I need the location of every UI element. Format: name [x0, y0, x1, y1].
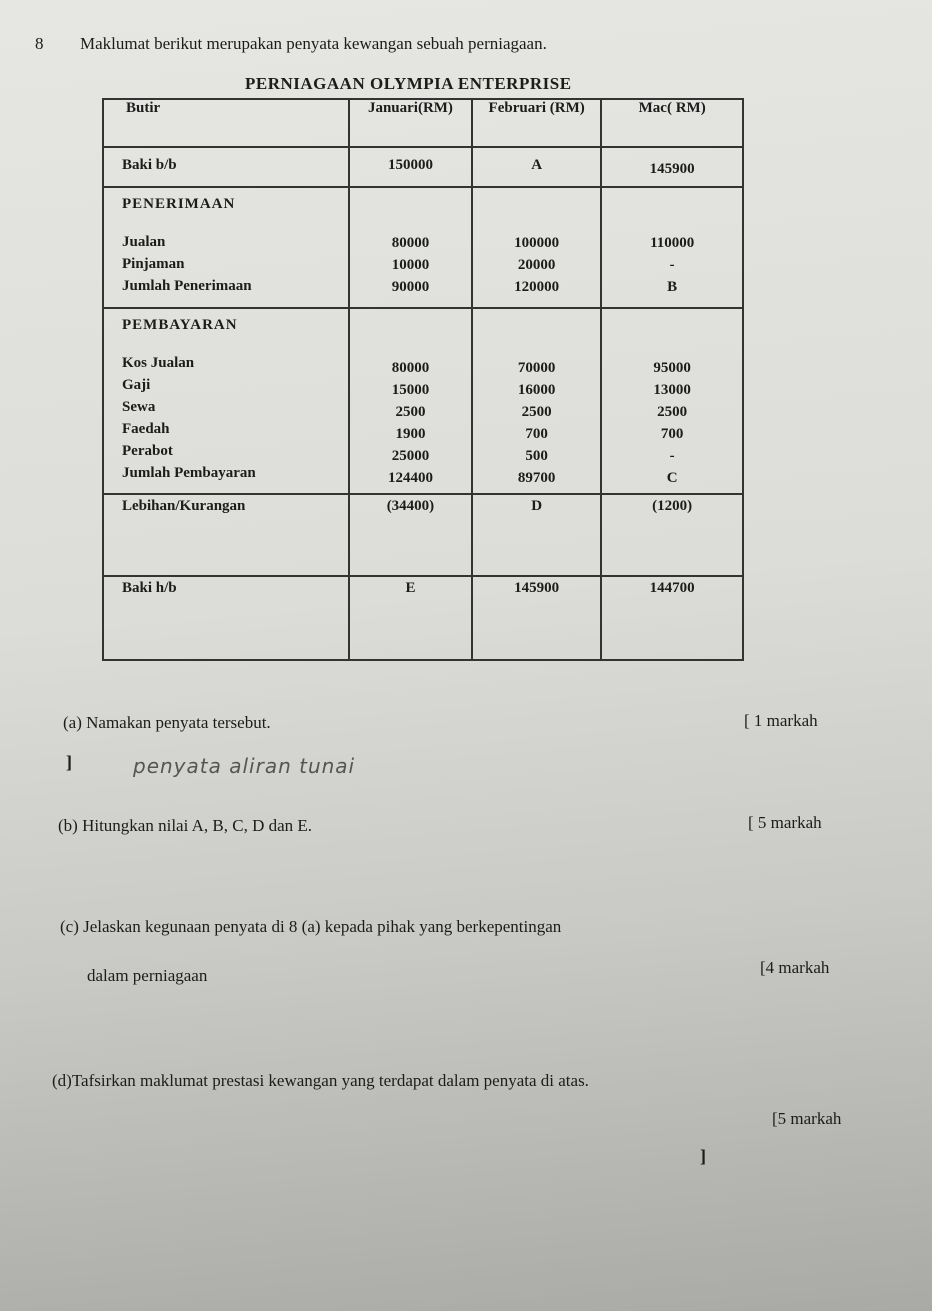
part-d-question: (d)Tafsirkan maklumat prestasi kewangan yang terdapat dalam penyata di atas. [52, 1071, 589, 1090]
part-a-question: (a) Namakan penyata tersebut. [63, 713, 271, 732]
table-cell: 110000 [650, 235, 695, 251]
table-cell: B [667, 279, 678, 295]
table-cell: 2500 [395, 403, 426, 420]
table-cell: 2500 [657, 403, 688, 420]
closing-balance-row [103, 576, 743, 660]
table-cell: 500 [525, 447, 548, 464]
table-cell: 145900 [649, 161, 695, 177]
payments-section-title: PEMBAYARAN [122, 316, 238, 333]
part-c-question: (c) Jelaskan kegunaan penyata di 8 (a) kepada pihak yang berkepentingan [60, 917, 562, 936]
table-cell: 16000 [517, 381, 556, 398]
table-cell: 150000 [387, 157, 433, 173]
table-cell: 100000 [514, 235, 560, 251]
table-cell: 90000 [391, 279, 430, 295]
part-a-handwritten-answer[interactable]: penyata aliran tunai [133, 754, 356, 778]
table-cell: 1900 [395, 425, 426, 442]
part-d-marks: [5 markah [772, 1109, 842, 1128]
table-cell: 80000 [391, 359, 430, 376]
table-cell: 25000 [391, 447, 430, 464]
part-c-question-cont: dalam perniagaan [87, 966, 208, 985]
opening-balance-label: Baki b/b [122, 157, 177, 173]
header-january: Januari(RM) [349, 99, 472, 147]
table-cell: (34400) [386, 498, 435, 514]
payments-section-row [103, 308, 743, 494]
surplus-label: Lebihan/Kurangan [122, 498, 246, 514]
table-cell: 700 [660, 425, 684, 442]
table-cell: 15000 [391, 381, 430, 398]
opening-balance-row [103, 147, 743, 187]
table-cell: 700 [525, 425, 548, 442]
receipts-section-row [103, 187, 743, 308]
table-cell: 80000 [391, 235, 430, 251]
part-a-marks: [ 1 markah [744, 711, 818, 730]
receipts-section-title: PENERIMAAN [122, 196, 236, 212]
table-cell: (1200) [652, 498, 693, 514]
header-butir: Butir [103, 99, 349, 147]
table-row-label: Perabot [122, 442, 173, 459]
table-cell: 10000 [391, 257, 430, 273]
question-intro: Maklumat berikut merupakan penyata kewangan sebuah perniagaan. [80, 34, 547, 53]
question-number: 8 [35, 34, 44, 53]
part-c-marks: [4 markah [760, 958, 830, 977]
table-row-label: Jumlah Pembayaran [122, 464, 256, 481]
table-row-label: Faedah [122, 420, 170, 437]
table-row-label: Jumlah Penerimaan [122, 278, 252, 294]
table-cell: C [666, 469, 678, 486]
table-cell: 89700 [517, 469, 556, 486]
surplus-row [103, 494, 743, 576]
table-row-label: Pinjaman [122, 256, 185, 272]
part-d-bracket: ] [700, 1146, 706, 1166]
table-cell: 13000 [653, 381, 691, 398]
table-cell: - [669, 447, 675, 464]
part-a-bracket: ] [66, 752, 72, 772]
table-cell: 120000 [514, 279, 560, 295]
table-row-label: Kos Jualan [122, 354, 195, 371]
company-name: PERNIAGAAN OLYMPIA ENTERPRISE [245, 74, 572, 93]
table-cell: E [405, 580, 416, 596]
table-cell: 20000 [517, 257, 556, 273]
closing-balance-label: Baki h/b [122, 580, 177, 596]
table-cell: - [669, 257, 675, 273]
table-cell: 95000 [653, 359, 691, 376]
table-cell: 124400 [387, 469, 433, 486]
table-cell: A [531, 157, 543, 173]
table-row-label: Jualan [122, 234, 166, 250]
table-row-label: Sewa [122, 398, 156, 415]
cash-flow-table [102, 98, 744, 661]
table-cell: 2500 [521, 403, 552, 420]
header-february: Februari (RM) [472, 99, 601, 147]
table-cell: D [531, 498, 543, 514]
header-march: Mac( RM) [601, 99, 743, 147]
table-cell: 144700 [649, 580, 695, 596]
table-cell: 145900 [514, 580, 560, 596]
table-header-row [103, 99, 743, 147]
table-row-label: Gaji [122, 376, 151, 393]
part-b-marks: [ 5 markah [748, 813, 822, 832]
table-cell: 70000 [517, 359, 556, 376]
part-b-question: (b) Hitungkan nilai A, B, C, D dan E. [58, 816, 313, 835]
